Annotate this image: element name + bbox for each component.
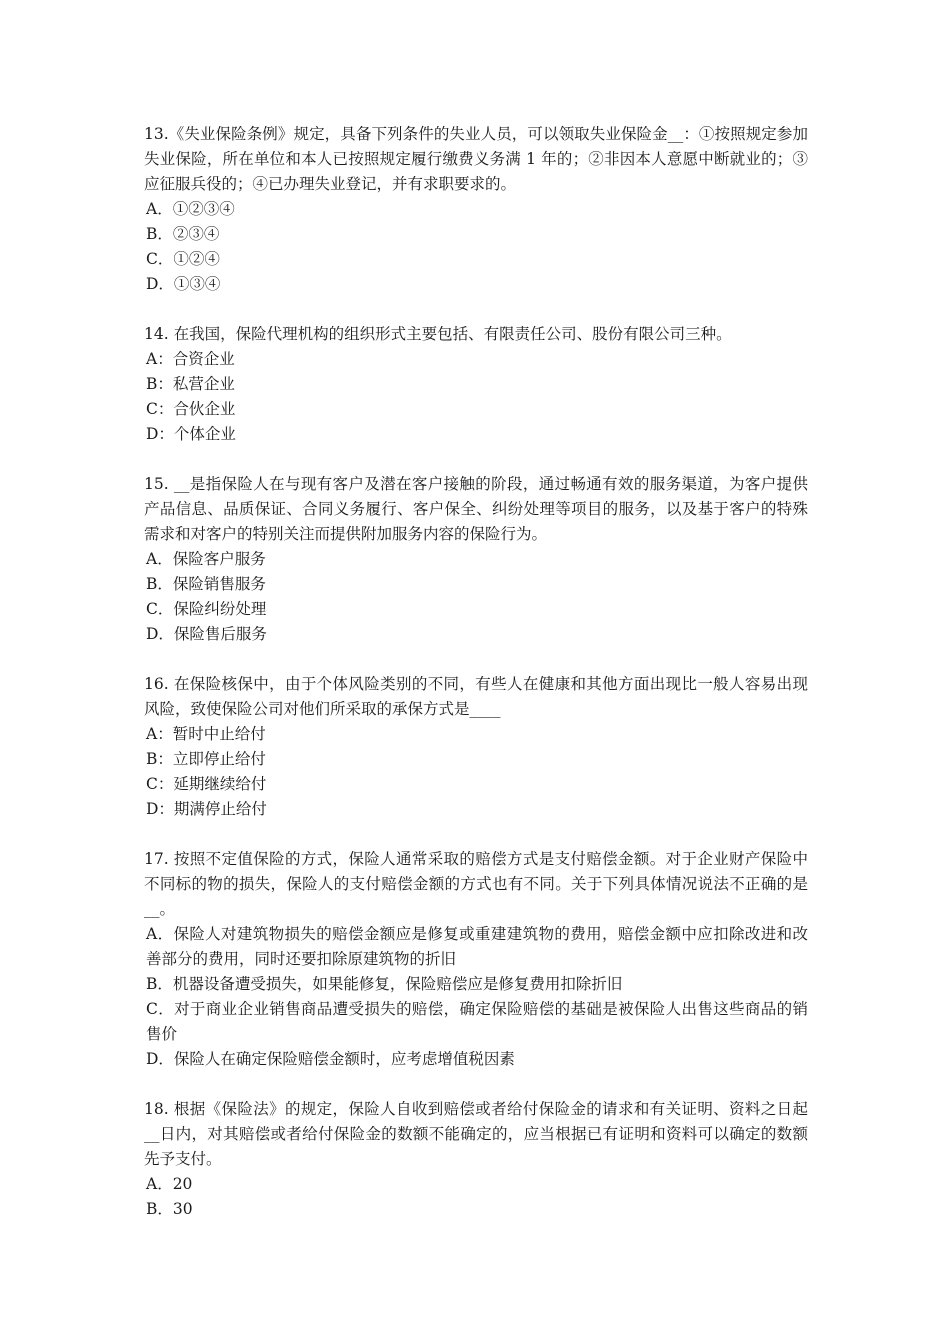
option-d: D：期满停止给付 bbox=[146, 800, 267, 818]
question-18 bbox=[144, 1097, 808, 1222]
option-a: A：暂时中止给付 bbox=[146, 725, 266, 743]
option-b: B：私营企业 bbox=[146, 375, 235, 393]
question-17 bbox=[144, 847, 808, 1072]
question-stem: 18. 根据《保险法》的规定，保险人自收到赔偿或者给付保险金的请求和有关证明、资料之日起__日内，对其赔偿或者给付保险金的数额不能确定的，应当根据已有证明和资料可以确定的数额先予支付。 bbox=[144, 1100, 808, 1168]
option-b: B：立即停止给付 bbox=[146, 750, 266, 768]
option-c: C．对于商业企业销售商品遭受损失的赔偿，确定保险赔偿的基础是被保险人出售这些商品的销售价 bbox=[146, 1000, 808, 1043]
option-c: C．保险纠纷处理 bbox=[146, 600, 267, 618]
question-16 bbox=[144, 672, 808, 822]
option-a: A．①②③④ bbox=[146, 200, 235, 218]
option-b: B．30 bbox=[146, 1200, 193, 1218]
option-b: B．机器设备遭受损失，如果能修复，保险赔偿应是修复费用扣除折旧 bbox=[146, 975, 623, 993]
option-a: A．保险人对建筑物损失的赔偿金额应是修复或重建建筑物的费用，赔偿金额中应扣除改进和改善部分的费用，同时还要扣除原建筑物的折旧 bbox=[146, 925, 808, 968]
question-stem: 15. __是指保险人在与现有客户及潜在客户接触的阶段，通过畅通有效的服务渠道，为客户提供产品信息、品质保证、合同义务履行、客户保全、纠纷处理等项目的服务，以及基于客户的特殊需求和对客户的特别关注而提供附加服务内容的保险行为。 bbox=[144, 475, 808, 543]
question-stem: 16. 在保险核保中，由于个体风险类别的不同，有些人在健康和其他方面出现比一般人容易出现风险，致使保险公司对他们所采取的承保方式是____ bbox=[144, 675, 808, 718]
option-d: D．①③④ bbox=[146, 275, 221, 293]
question-stem: 17. 按照不定值保险的方式，保险人通常采取的赔偿方式是支付赔偿金额。对于企业财产保险中不同标的物的损失，保险人的支付赔偿金额的方式也有不同。关于下列具体情况说法不正确的是__。 bbox=[144, 850, 808, 918]
option-a: A．保险客户服务 bbox=[146, 550, 266, 568]
question-13 bbox=[144, 122, 808, 297]
option-a: A：合资企业 bbox=[146, 350, 235, 368]
option-c: C：合伙企业 bbox=[146, 400, 236, 418]
option-c: C：延期继续给付 bbox=[146, 775, 267, 793]
option-d: D：个体企业 bbox=[146, 425, 236, 443]
question-stem: 13.《失业保险条例》规定，具备下列条件的失业人员，可以领取失业保险金__：①按照规定参加失业保险，所在单位和本人已按照规定履行缴费义务满 1 年的；②非因本人意愿中断就业的；③应征服兵役的；④已办理失业登记，并有求职要求的。 bbox=[144, 125, 808, 193]
document-page bbox=[144, 122, 808, 1247]
question-stem: 14. 在我国，保险代理机构的组织形式主要包括、有限责任公司、股份有限公司三种。 bbox=[144, 325, 732, 343]
option-b: B．②③④ bbox=[146, 225, 220, 243]
question-14 bbox=[144, 322, 808, 447]
option-d: D．保险人在确定保险赔偿金额时，应考虑增值税因素 bbox=[146, 1050, 515, 1068]
option-a: A．20 bbox=[146, 1175, 193, 1193]
option-b: B．保险销售服务 bbox=[146, 575, 266, 593]
option-d: D．保险售后服务 bbox=[146, 625, 267, 643]
option-c: C．①②④ bbox=[146, 250, 220, 268]
question-15 bbox=[144, 472, 808, 647]
